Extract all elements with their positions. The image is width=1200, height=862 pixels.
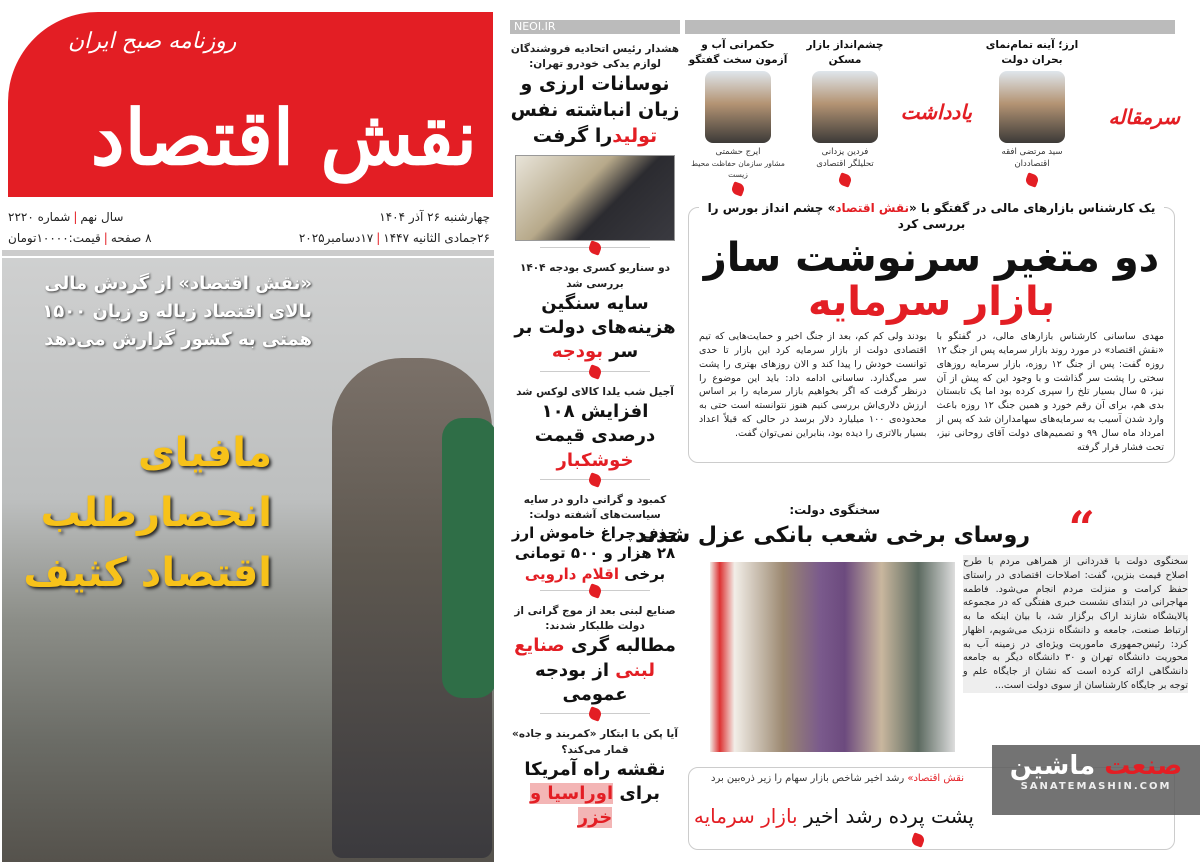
column-title: ارز؛ آینه تمام‌نمای بحران دولت xyxy=(985,39,1079,66)
page-icon xyxy=(837,172,852,187)
story-headline: افزایش ۱۰۸ درصدی قیمت خوشکبار xyxy=(534,400,656,471)
column-title: چشم‌انداز بازار مسکن xyxy=(806,39,884,66)
price-info: ۸ صفحه|قیمت:۱۰۰۰۰تومان xyxy=(8,231,152,245)
story-kicker: هشدار رئیس اتحادیه فروشندگان لوازم یدکی خودرو تهران: xyxy=(510,43,680,71)
page-icon xyxy=(1024,172,1039,187)
column-item[interactable] xyxy=(795,38,895,190)
page-ref xyxy=(540,713,650,723)
masthead-logo xyxy=(8,12,493,197)
story-photo xyxy=(515,155,675,241)
pages: ۸ صفحه xyxy=(110,231,152,245)
divider xyxy=(685,20,1175,34)
date-gregorian: ۱۷دسامبر۲۰۲۵ xyxy=(298,231,374,245)
watermark xyxy=(992,745,1200,815)
site-label: NEOI.IR xyxy=(510,20,680,34)
page-icon xyxy=(587,241,602,256)
story[interactable] xyxy=(510,604,680,707)
watermark-name: صنعت ماشین xyxy=(1009,751,1183,781)
author-name: سید مرتضی افقه xyxy=(1001,147,1063,158)
date-hijri: ۲۶جمادی الثانیه ۱۴۴۷ xyxy=(383,231,490,245)
story-kicker: صنایع لبنی بعد از موج گرانی از دولت طلبکار شدند: xyxy=(514,604,676,633)
story-headline: حذف چراغ خاموش ارز ۲۸ هزار و ۵۰۰ تومانی برخی اقلام دارویی xyxy=(511,524,679,583)
middle-column xyxy=(510,20,680,831)
column-item[interactable] xyxy=(688,38,788,199)
logo-text: نقش اقتصاد xyxy=(90,93,477,182)
author-photo xyxy=(999,71,1065,143)
page-icon xyxy=(730,182,745,197)
story-kicker: آیا پکن با ابتکار «کمربند و جاده» قمار می‌کند؟ xyxy=(512,728,678,756)
quote-icon: “ xyxy=(1068,501,1095,555)
page-ref xyxy=(540,247,650,257)
lead-body-right: مهدی ساسانی کارشناس بازارهای مالی، در گفتگو با «نقش اقتصاد» در مورد روند بازار سرمایه پس از جنگ ۱۲ روزه گفت: پس از جنگ ۱۲ روزه، بازار سرمایه روزهای سختی را پشت سر گذاشت و با وجود این که پیش از آن نیز، ۵ سال بسیار تلخ را سپری کرده بود اما یک تابستان بدی هم، برای آن رقم خورد و همین جنگ ۱۲ روزه باعث وارد شدن آسیب به سرمایه‌های سهامداران شد که پس از امرداد ماه سال ۹۹ و تصمیم‌های دولت آقای روحانی نیز، تحت فشار قرار گرفته xyxy=(936,331,1165,453)
author-role: اقتصاددان xyxy=(1014,159,1050,170)
hero-headline xyxy=(12,423,272,603)
story-headline: نوسانات ارزی و زیان انباشته نفس تولیدرا گرفت xyxy=(510,73,680,147)
lead-story[interactable] xyxy=(688,201,1175,463)
story-headline: نقشه راه آمریکا برای اوراسیا و خزر xyxy=(524,758,666,829)
issue: شماره ۲۲۲۰ xyxy=(8,210,71,224)
story[interactable] xyxy=(510,261,680,364)
spokesman-photo xyxy=(710,562,955,752)
column-item[interactable] xyxy=(982,38,1082,190)
spokesman-kicker: سخنگوی دولت: xyxy=(789,503,880,517)
editorial-tag: سرمقاله xyxy=(1108,105,1180,129)
lead-headline: دو متغیر سرنوشت ساز xyxy=(703,235,1160,282)
story-kicker: کمبود و گرانی دارو در سایه سیاست‌های آشفته دولت: xyxy=(523,493,667,522)
page-icon xyxy=(587,364,602,379)
page-icon xyxy=(910,832,925,847)
spokesman-body: سخنگوی دولت با قدردانی از همراهی مردم با طرح اصلاح قیمت بنزین، گفت: اصلاحات اقتصادی در راستای حفظ کرامت و منزلت مردم انجام می‌شود. فاطمه مهاجرانی در ابتدای نشست خبری هفتگی که در مجموعه پالایشگاه شازند اراک برگزار شد، با بیان اینکه ما به ارتباط صنعت، جامعه و دانشگاه نزدیک می‌شویم، اظهار کرد: رئیس‌جمهوری ماموریت ویژه‌ای در زمینه آب به محوریت دانشگاه تهران و ۳۰ دانشگاه دیگر به جامعه دانشگاهی ارائه کرده است که نشان از جایگاه علم و توجه بر جایگاه کارشناسان از سوی دولت است... xyxy=(963,556,1188,691)
story-headline: مطالبه گری صنایع لبنی از بودجه عمومی xyxy=(514,635,676,706)
page-icon xyxy=(587,472,602,487)
author-name: فردین یزدانی xyxy=(821,147,869,158)
spokesman-headline: روسای برخی شعب بانکی عزل شدند xyxy=(634,523,1030,548)
issue-info: سال نهم|شماره ۲۲۲۰ xyxy=(8,210,124,224)
author-photo xyxy=(812,71,878,143)
divider xyxy=(2,250,494,256)
date-persian: چهارشنبه ۲۶ آذر ۱۴۰۴ xyxy=(379,210,490,224)
page-icon xyxy=(587,583,602,598)
story[interactable] xyxy=(510,42,680,241)
watermark-url: SANATEMASHIN.COM xyxy=(1020,781,1172,792)
author-role: تحلیلگر اقتصادی xyxy=(816,159,874,170)
logo-subtitle: روزنامه صبح ایران xyxy=(68,29,237,54)
hero-headline-line: انحصارطلب xyxy=(40,490,272,536)
hero-deck: «نقش اقتصاد» از گردش مالی بالای اقتصاد زباله و زیان ۱۵۰۰ همتی به کشور گزارش می‌دهد xyxy=(42,273,312,350)
column-title: حکمرانی آب و آزمون سخت گفتگو xyxy=(688,39,788,66)
lead-headline-red: بازار سرمایه xyxy=(807,279,1055,326)
bottom-headline: پشت پرده رشد اخیر بازار سرمایه xyxy=(693,804,974,828)
date-other: ۲۶جمادی الثانیه ۱۴۴۷|۱۷دسامبر۲۰۲۵ xyxy=(298,231,490,245)
story[interactable] xyxy=(510,727,680,830)
page-icon xyxy=(587,707,602,722)
lead-body-left: بودند ولی کم کم، بعد از جنگ اخیر و حمایت‌هایی که تیم اقتصادی دولت از بازار سرمایه کرد این بازار تا حدی توانست خودش را پیدا کند و الان روزهای بهتری را پشت سر می‌گذارد. ساسانی ادامه داد: باید این موضوع را درنظر گرفت که اگر بخواهیم بازار سرمایه را بر اساس ارزش دلاری‌اش بررسی کنیم هنوز نتوانسته است حتی به محدوده‌ی ۱۰۰ میلیارد دلار برسد در حالی که قبلاً اعداد بسیار بالاتری را دیده بود، بنابراین نمی‌توان گفت. xyxy=(699,331,927,439)
bottom-kicker: نقش اقتصاد» رشد اخیر شاخص بازار سهام را زیر ذره‌بین برد xyxy=(711,773,964,784)
page-ref xyxy=(540,371,650,381)
author-name: ایرج حشمتی xyxy=(715,147,761,158)
hero-headline-line: مافیای xyxy=(138,430,272,476)
page-ref xyxy=(540,590,650,600)
year: سال نهم xyxy=(80,210,124,224)
story-headline: سایه سنگین هزینه‌های دولت بر سر بودجه xyxy=(514,292,676,363)
story-kicker: دو سناریو کسری بودجه ۱۴۰۴ بررسی شد xyxy=(519,262,671,290)
story-kicker: آجیل شب یلدا کالای لوکس شد xyxy=(516,385,674,398)
lead-kicker: یک کارشناس بازارهای مالی در گفتگو با «نقش اقتصاد» چشم انداز بورس را بررسی کرد xyxy=(699,200,1164,232)
hero-photo-bag xyxy=(442,418,494,698)
author-photo xyxy=(705,71,771,143)
author-role: مشاور سازمان حفاظت محیط زیست xyxy=(691,159,785,179)
hero-headline-line: اقتصاد کثیف xyxy=(23,550,272,596)
note-tag: یادداشت xyxy=(900,100,972,124)
story[interactable] xyxy=(510,385,680,473)
page-ref xyxy=(540,479,650,489)
price: قیمت:۱۰۰۰۰تومان xyxy=(8,231,101,245)
hero-story[interactable] xyxy=(2,258,494,862)
